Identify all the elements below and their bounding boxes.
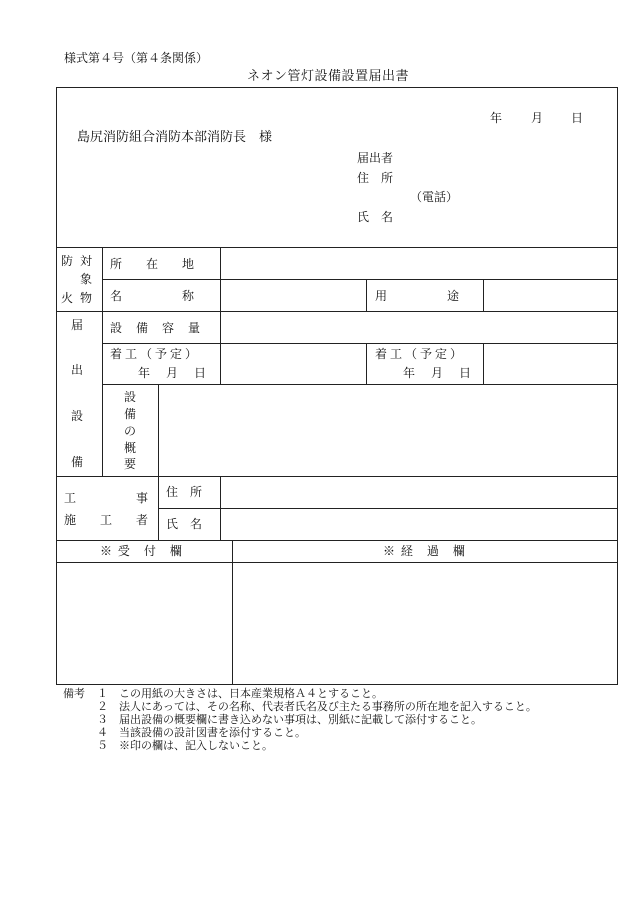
equipment-side-char-2: 出 <box>70 363 83 377</box>
target-side-char-3: 象 <box>79 272 92 286</box>
progress-field <box>233 563 617 684</box>
note-num-4: ４ <box>97 726 108 739</box>
note-num-2: ２ <box>97 700 108 713</box>
equipment-side-char-4: 備 <box>70 455 83 469</box>
addressee: 島尻消防組合消防本部消防長 様 <box>77 130 273 145</box>
overview-char-4: 概 <box>123 441 136 455</box>
start-date-field[interactable] <box>221 344 366 384</box>
overview-field[interactable] <box>159 385 617 476</box>
overview-char-5: 要 <box>123 457 136 471</box>
note-text-3: 届出設備の概要欄に書き込めない事項は、別紙に記載して添付すること。 <box>119 713 482 726</box>
form-title: ネオン管灯設備設置届出書 <box>247 69 410 84</box>
note-text-2: 法人にあっては、その名称、代表者氏名及び主たる事務所の所在地を記入すること。 <box>119 700 537 713</box>
constructor-label-line2: 施 工 者 <box>64 513 149 527</box>
name-field[interactable] <box>221 280 366 311</box>
target-side-char-1: 防 <box>60 254 73 268</box>
start-label: 着工（予定） <box>110 347 201 361</box>
constructor-address-label: 住 所 <box>166 485 203 499</box>
applicant-address-label: 住 所 <box>357 171 394 185</box>
date-month-label: 月 <box>531 111 544 125</box>
use-field[interactable] <box>484 280 617 311</box>
note-num-3: ３ <box>97 713 108 726</box>
finish-date-field[interactable] <box>484 344 617 384</box>
finish-label: 着工（予定） <box>375 347 466 361</box>
constructor-label-line1: 工 事 <box>64 491 149 505</box>
equipment-side-char-3: 設 <box>70 409 83 423</box>
progress-header: ※ 経 過 欄 <box>383 544 466 558</box>
receipt-field <box>57 563 232 684</box>
applicant-label: 届出者 <box>357 151 394 165</box>
form-number: 様式第４号（第４条関係） <box>64 51 209 65</box>
note-num-5: ５ <box>97 739 108 752</box>
note-text-1: この用紙の大きさは、日本産業規格Ａ４とすること。 <box>119 687 383 700</box>
note-text-4: 当該設備の設計図書を添付すること。 <box>119 726 306 739</box>
constructor-name-label: 氏 名 <box>166 517 203 531</box>
target-side-char-5: 物 <box>79 291 92 305</box>
overview-char-3: の <box>123 424 136 438</box>
note-text-5: ※印の欄は、記入しないこと。 <box>119 739 273 752</box>
date-year-label: 年 <box>490 111 503 125</box>
capacity-label: 設 備 容 量 <box>110 321 202 335</box>
equipment-side-char-1: 届 <box>70 318 83 332</box>
location-label: 所 在 地 <box>110 257 195 271</box>
target-side-char-4: 火 <box>60 291 73 305</box>
use-label: 用 途 <box>375 289 460 303</box>
note-num-1: １ <box>97 687 108 700</box>
name-label: 名 称 <box>110 289 195 303</box>
notes-label: 備考 <box>63 687 85 700</box>
date-day-label: 日 <box>571 111 584 125</box>
constructor-name-field[interactable] <box>221 509 617 540</box>
start-date-label: 年 月 日 <box>138 366 209 380</box>
applicant-phone-label: （電話） <box>410 190 459 204</box>
overview-char-1: 設 <box>123 390 136 404</box>
constructor-address-field[interactable] <box>221 477 617 508</box>
capacity-field[interactable] <box>221 312 617 343</box>
finish-date-label: 年 月 日 <box>403 366 474 380</box>
location-field[interactable] <box>221 248 617 279</box>
overview-char-2: 備 <box>123 407 136 421</box>
receipt-header: ※ 受 付 欄 <box>100 544 183 558</box>
applicant-name-label: 氏 名 <box>357 210 394 224</box>
target-side-char-2: 対 <box>79 254 92 268</box>
